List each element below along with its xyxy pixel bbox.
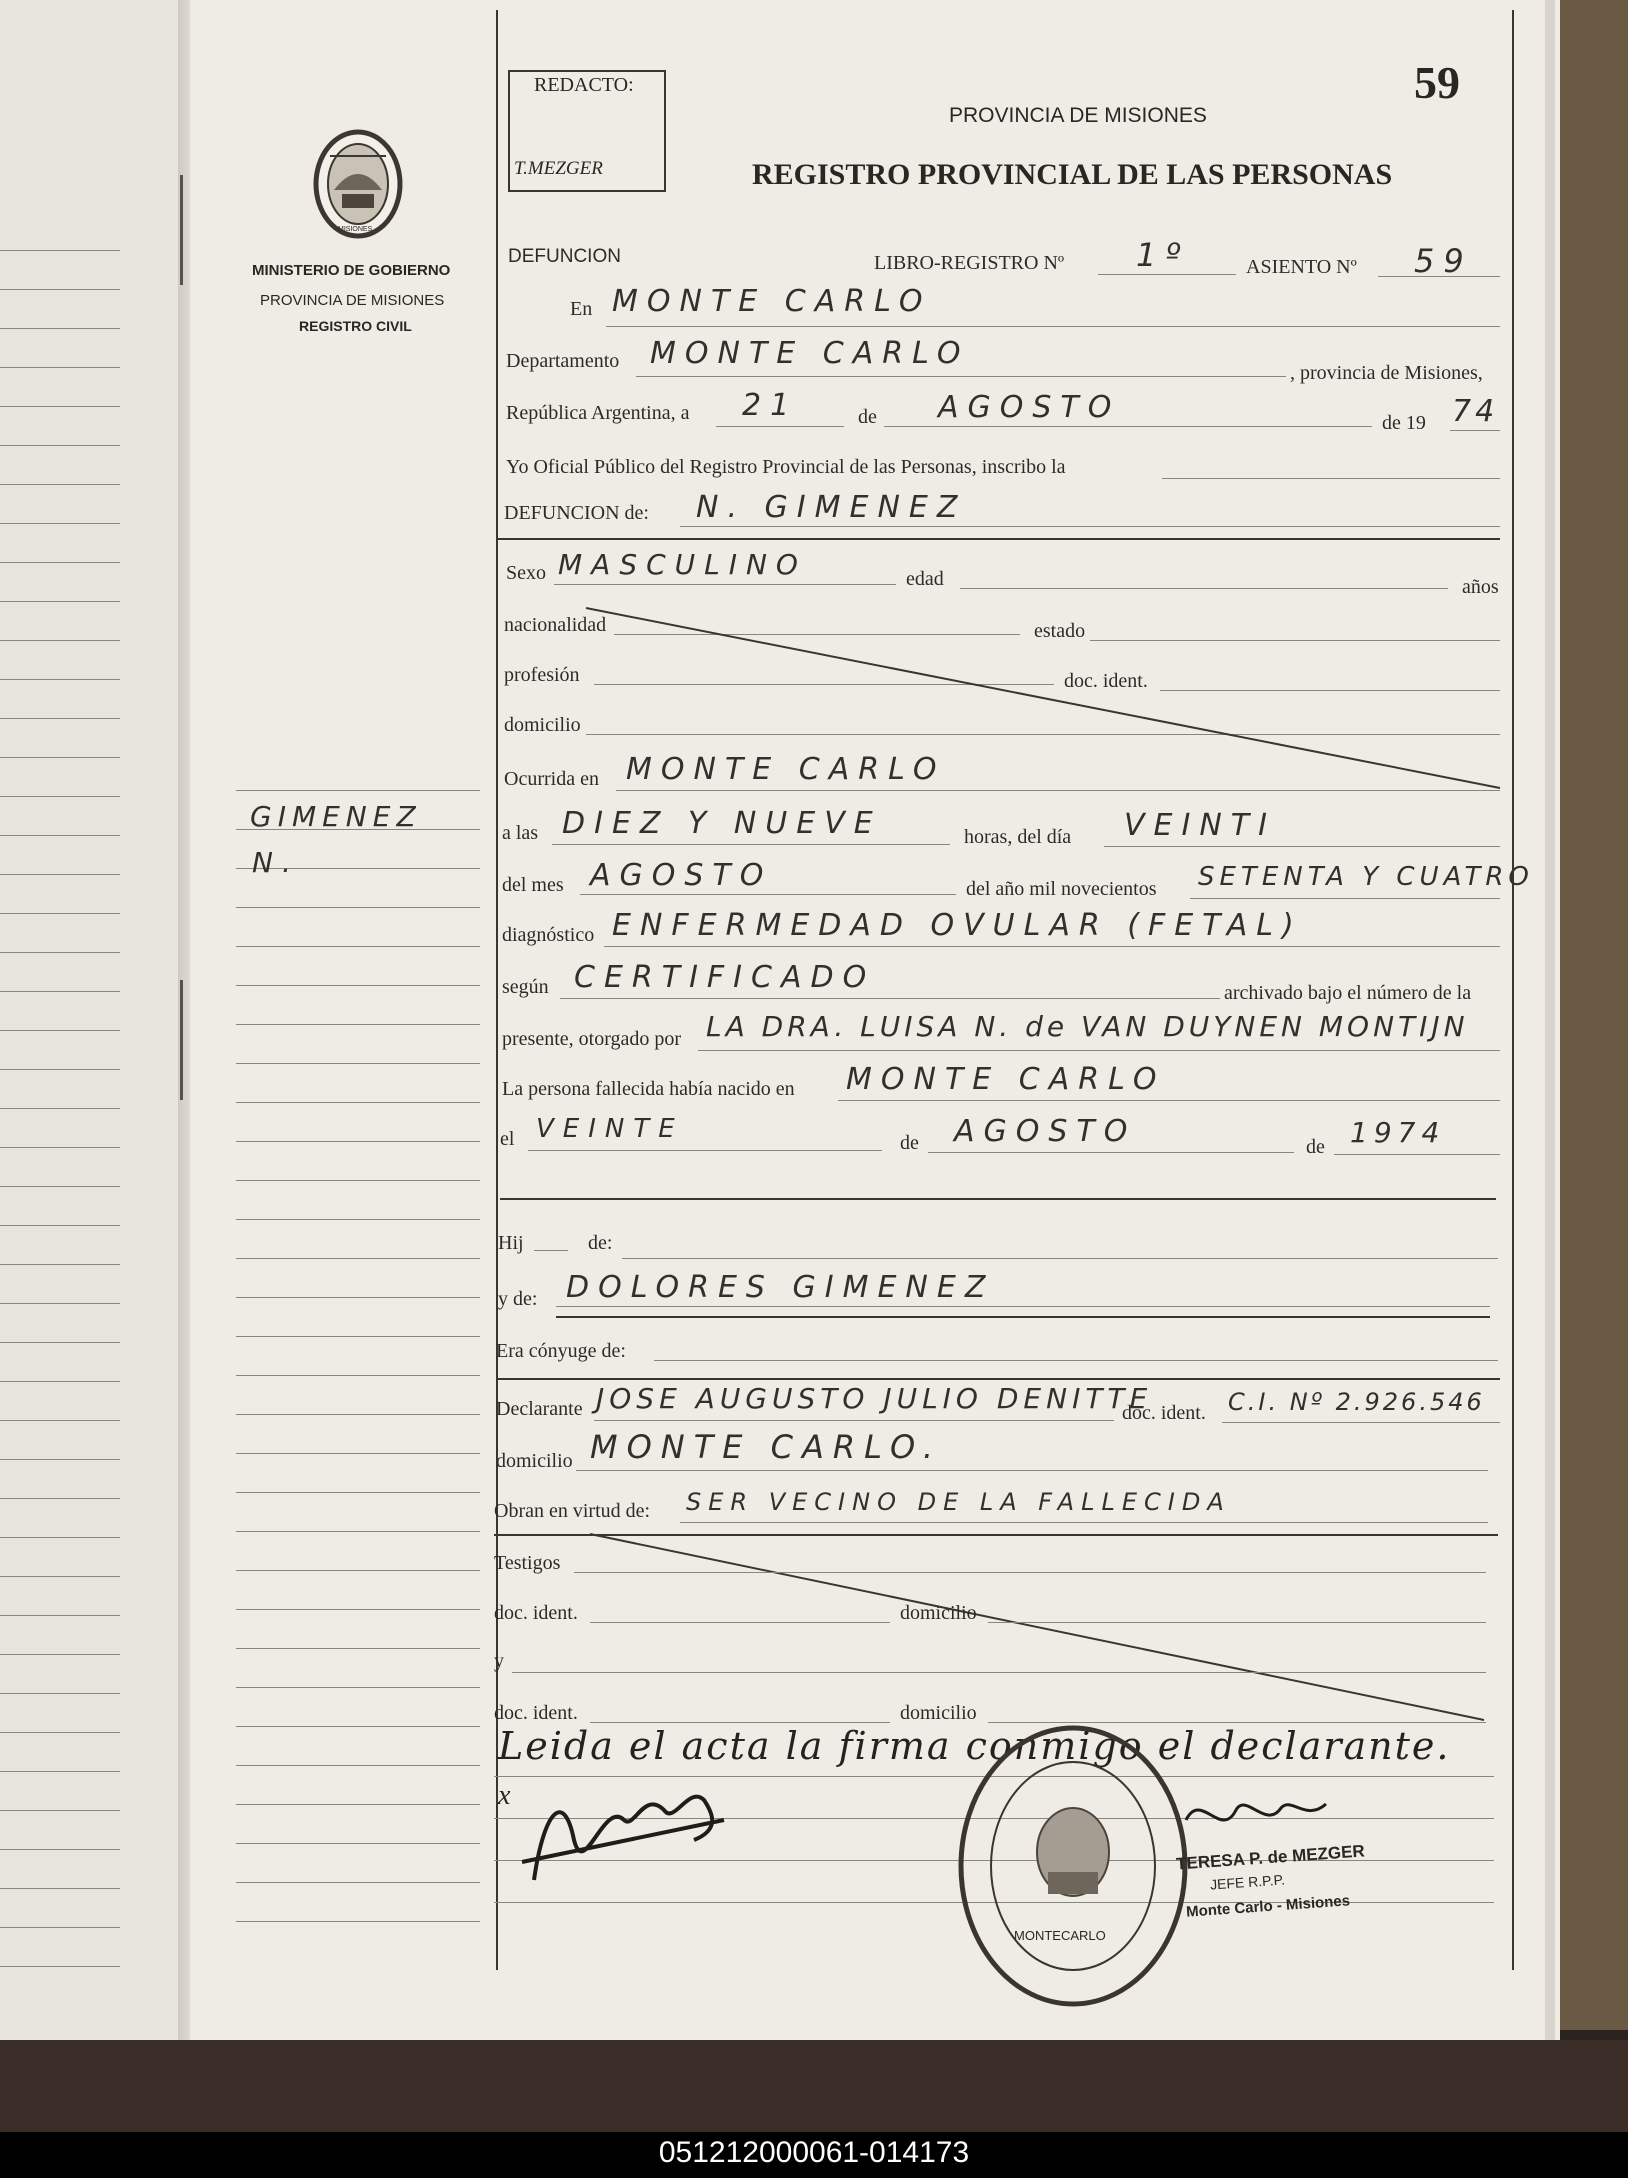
hour-value: DIEZ Y NUEVE	[562, 806, 882, 841]
doc-ident-label: doc. ident.	[1064, 670, 1148, 692]
seal-town: MONTECARLO	[1014, 1928, 1106, 1943]
status-label: estado	[1034, 620, 1086, 642]
declarant-value: JOSE AUGUSTO JULIO DENITTE	[596, 1382, 1153, 1415]
archived-label: archivado bajo el número de la	[1224, 982, 1472, 1004]
registry-title: REGISTRO PROVINCIAL DE LAS PERSONAS	[752, 158, 1393, 191]
born-el-label: el	[500, 1128, 515, 1150]
granted-value: LA DRA. LUISA N. de VAN DUYNEN MONTIJN	[706, 1010, 1469, 1043]
born-de-2: de	[1306, 1136, 1325, 1158]
margin-surname: GIMENEZ	[250, 800, 422, 833]
civil-registry-line: REGISTRO CIVIL	[299, 318, 412, 334]
year-text-label: del año mil novecientos	[966, 878, 1157, 900]
republic-de: de	[858, 406, 877, 428]
republic-label: República Argentina, a	[506, 402, 690, 424]
child-de: de:	[588, 1232, 613, 1254]
page-number: 59	[1414, 57, 1460, 108]
sex-label: Sexo	[506, 562, 546, 584]
margin-initial: N.	[252, 846, 300, 879]
declarant-domicile-label: domicilio	[496, 1450, 573, 1472]
department-value: MONTE CARLO	[650, 336, 970, 371]
day-word-value: VEINTI	[1124, 808, 1276, 843]
year-value: 74	[1452, 394, 1499, 429]
years-label: años	[1462, 576, 1499, 598]
province-title: PROVINCIA DE MISIONES	[949, 104, 1207, 127]
month-word-value: AGOSTO	[590, 858, 773, 893]
declarant-doc-label: doc. ident.	[1122, 1402, 1206, 1424]
department-label: Departamento	[506, 350, 620, 372]
official-name: TERESA P. de MEZGER	[1175, 1841, 1366, 1874]
hours-day-label: horas, del día	[964, 826, 1072, 848]
witness-y: y	[494, 1650, 504, 1672]
entry-value: 59	[1414, 242, 1473, 280]
province-suffix: , provincia de Misiones,	[1290, 362, 1483, 384]
mother-label: y de:	[498, 1288, 538, 1310]
death-of-label: DEFUNCION de:	[504, 502, 649, 524]
born-day-value: VEINTE	[536, 1114, 684, 1144]
official-signature	[1176, 1780, 1356, 1850]
occurred-label: Ocurrida en	[504, 768, 599, 790]
born-month-value: AGOSTO	[954, 1114, 1137, 1149]
closing-cursive: Leida el acta la firma conmigo el declarante.	[498, 1724, 1451, 1768]
born-value: MONTE CARLO	[846, 1062, 1166, 1097]
drafted-label: REDACTO:	[534, 74, 634, 96]
virtue-value: SER VECINO DE LA FALLECIDA	[686, 1488, 1231, 1516]
witness-doc-1: doc. ident.	[494, 1602, 578, 1624]
entry-label: ASIENTO Nº	[1246, 256, 1357, 278]
drafted-value: T.MEZGER	[514, 158, 603, 179]
according-label: según	[502, 976, 549, 998]
born-label: La persona fallecida había nacido en	[502, 1078, 795, 1100]
official-seal	[956, 1722, 1190, 2010]
profession-label: profesión	[504, 664, 580, 686]
declarant-signature	[514, 1770, 744, 1900]
sex-value: MASCULINO	[558, 548, 807, 581]
domicile-label: domicilio	[504, 714, 581, 736]
ministry-line: MINISTERIO DE GOBIERNO	[252, 262, 451, 279]
official-title: JEFE R.P.P.	[1209, 1871, 1286, 1893]
book-label: LIBRO-REGISTRO Nº	[874, 252, 1065, 274]
occurred-value: MONTE CARLO	[626, 752, 946, 787]
granted-label: presente, otorgado por	[502, 1028, 682, 1050]
month-label: del mes	[502, 874, 564, 896]
nationality-label: nacionalidad	[504, 614, 607, 636]
en-label: En	[570, 298, 593, 320]
cross-mark: x	[498, 1780, 511, 1811]
official-place: Monte Carlo - Misiones	[1185, 1892, 1351, 1921]
diagnosis-label: diagnóstico	[502, 924, 595, 946]
en-value: MONTE CARLO	[612, 284, 932, 319]
witness-domicile-2: domicilio	[900, 1702, 977, 1724]
book-value: 1º	[1136, 236, 1190, 274]
declarant-label: Declarante	[496, 1398, 583, 1420]
seal-caption: MISIONES	[338, 226, 373, 233]
province-line: PROVINCIA DE MISIONES	[260, 292, 445, 309]
declarant-domicile-value: MONTE CARLO.	[590, 1428, 943, 1466]
month-value: AGOSTO	[938, 390, 1121, 425]
virtue-label: Obran en virtud de:	[494, 1500, 651, 1522]
witnesses-label: Testigos	[494, 1552, 561, 1574]
footer-id: 051212000061-014173	[658, 2136, 970, 2169]
diagnosis-value: ENFERMEDAD OVULAR (FETAL)	[612, 908, 1303, 943]
year-word-value: SETENTA Y CUATRO	[1198, 862, 1534, 892]
witness-domicile-1: domicilio	[900, 1602, 977, 1624]
born-year-value: 1974	[1350, 1116, 1446, 1149]
witness-doc-2: doc. ident.	[494, 1702, 578, 1724]
born-de-1: de	[900, 1132, 919, 1154]
at-hours-label: a las	[502, 822, 539, 844]
child-label: Hij	[498, 1232, 524, 1254]
record-type: DEFUNCION	[508, 246, 621, 267]
according-value: CERTIFICADO	[574, 960, 876, 995]
official-text: Yo Oficial Público del Registro Provincial de las Personas, inscribo la	[506, 456, 1066, 478]
death-of-value: N. GIMENEZ	[696, 490, 967, 525]
mother-value: DOLORES GIMENEZ	[566, 1270, 995, 1305]
day-value: 21	[742, 388, 799, 423]
declarant-doc-value: C.I. Nº 2.926.546	[1228, 1388, 1485, 1416]
spouse-label: Era cónyuge de:	[496, 1340, 626, 1362]
age-label: edad	[906, 568, 944, 590]
year-prefix: de 19	[1382, 412, 1426, 434]
